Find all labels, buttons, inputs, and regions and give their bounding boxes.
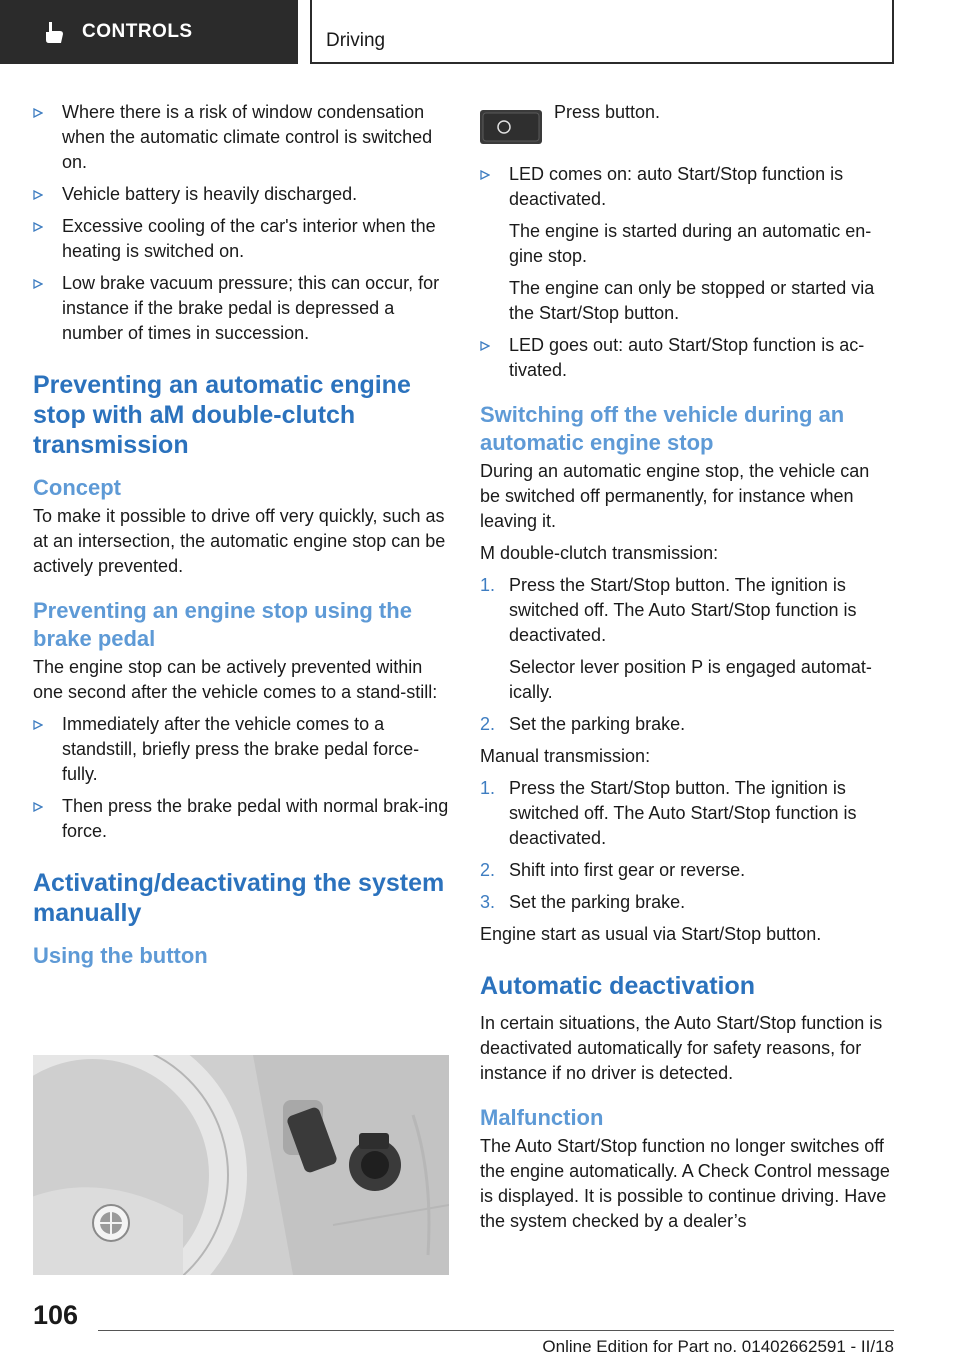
list-item-text: Low brake vacuum pressure; this can occur, for instance if the brake pedal is depressed a number of times in succession. [62,273,440,343]
list-item-text: Where there is a risk of window condensation when the automatic climate control is switched on. [62,102,433,172]
list-item [33,794,449,844]
press-button-text: Press button. [554,102,661,122]
list-item-text: LED goes out: auto Start/Stop function is ac-tivated. [509,335,865,380]
auto-start-stop-button-icon [480,110,542,144]
edition-note: Online Edition for Part no. 01402662591 - II/18 [542,1337,894,1356]
press-button-row [480,100,894,144]
hand-pointer-icon [40,19,66,45]
list-item-text: The engine is started during an automatic en-gine stop. [509,221,872,266]
list-item-text: Shift into first gear or reverse. [509,860,746,880]
left-column [33,100,449,972]
list-item [480,333,894,383]
manual-label: Manual transmission: [480,746,651,766]
engine-start-paragraph: Engine start as usual via Start/Stop button. [480,924,822,944]
section-label: CONTROLS [82,21,193,42]
triangle-bullet-icon [33,279,43,289]
triangle-bullet-icon [33,222,43,232]
step-number: 1. [480,575,496,595]
page-number: 106 [33,1300,79,1330]
list-item-text: LED comes on: auto Start/Stop function is deactivated. [509,164,844,209]
subsection-tab [310,0,894,64]
concept-paragraph: To make it possible to drive off very quickly, such as at an intersection, the automatic engine stop can be actively prevented. [33,506,446,576]
list-item-text: Selector lever position P is engaged automat-ically. [509,657,872,702]
heading-preventing-engine-stop: Preventing an automatic engine stop with aM double-clutch transmission [33,371,411,459]
step-number: 3. [480,892,496,912]
list-item [480,890,894,915]
footer-divider [98,1330,894,1331]
list-item [33,214,449,264]
list-item [33,271,449,346]
list-item [480,712,894,737]
triangle-bullet-icon [480,341,490,351]
heading-activating-manually: Activating/deactivating the system manually [33,869,445,927]
cockpit-illustration-icon [33,1055,449,1275]
list-item [33,712,449,787]
switch-off-paragraph: During an automatic engine stop, the vehicle can be switched off permanently, for instance when leaving it. [480,461,870,531]
list-item [480,162,894,326]
auto-deactivation-paragraph: In certain situations, the Auto Start/Stop function is deactivated automatically for safety reasons, for instance if no driver is detected. [480,1013,883,1083]
list-item-text: Immediately after the vehicle comes to a standstill, briefly press the brake pedal force-fully. [62,714,420,784]
list-item-text: Press the Start/Stop button. The ignition is switched off. The Auto Start/Stop function is deactivated. [509,778,857,848]
malfunction-paragraph: The Auto Start/Stop function no longer switches off the engine automatically. A Check Control message is displayed. It is possible to continue driving. Have the system checked by a dealer’s [480,1136,890,1231]
step-number: 2. [480,714,496,734]
heading-brake-pedal: Preventing an engine stop using the brake pedal [33,598,412,651]
step-number: 1. [480,778,496,798]
list-item-text: Then press the brake pedal with normal brak-ing force. [62,796,449,841]
list-item [480,776,894,851]
triangle-bullet-icon [33,720,43,730]
triangle-bullet-icon [33,190,43,200]
list-item-text: Excessive cooling of the car's interior when the heating is switched on. [62,216,436,261]
list-item [33,100,449,175]
list-item [33,182,449,207]
heading-malfunction: Malfunction [480,1105,604,1130]
right-column [480,100,894,1241]
heading-using-button: Using the button [33,943,208,968]
triangle-bullet-icon [33,108,43,118]
list-item [480,858,894,883]
list-item-text: Press the Start/Stop button. The ignition is switched off. The Auto Start/Stop function is deactivated. [509,575,857,645]
brake-paragraph: The engine stop can be actively prevented within one second after the vehicle comes to a stand-still: [33,657,438,702]
list-item-text: Set the parking brake. [509,892,686,912]
list-item [480,573,894,705]
subsection-label: Driving [326,30,386,51]
triangle-bullet-icon [480,170,490,180]
heading-concept: Concept [33,475,121,500]
list-item-text: Vehicle battery is heavily discharged. [62,184,358,204]
heading-automatic-deactivation: Automatic deactivation [480,972,756,1000]
page-header [0,0,960,66]
steering-wheel-illustration [33,1055,449,1275]
section-tab-controls [0,0,298,64]
heading-switch-off-vehicle: Switching off the vehicle during an automatic engine stop [480,402,845,455]
list-item-text: The engine can only be stopped or started via the Start/Stop button. [509,278,875,323]
triangle-bullet-icon [33,802,43,812]
mdct-label: M double-clutch transmission: [480,543,719,563]
list-item-text: Set the parking brake. [509,714,686,734]
step-number: 2. [480,860,496,880]
